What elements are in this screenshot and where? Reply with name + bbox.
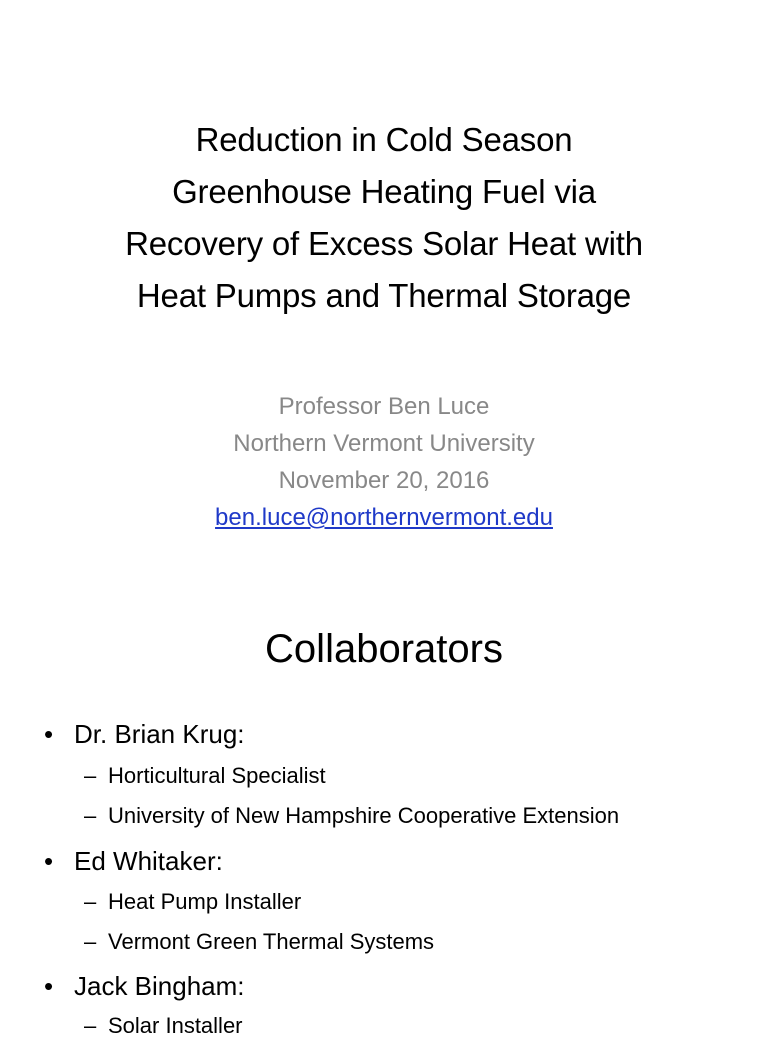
list-subitem	[84, 888, 301, 916]
presentation-date: November 20, 2016	[278, 467, 490, 494]
collaborator-detail: Vermont Green Thermal Systems	[108, 929, 435, 954]
collaborator-detail: Heat Pump Installer	[108, 889, 302, 914]
collaborator-detail: Solar Installer	[108, 1013, 243, 1038]
dash-icon: –	[84, 929, 97, 954]
dash-icon: –	[84, 763, 97, 788]
dash-icon: –	[84, 889, 97, 914]
slide-title-heading	[40, 114, 728, 322]
presenter-name: Professor Ben Luce	[278, 393, 490, 420]
collaborator-list	[0, 580, 768, 1038]
list-subitem	[84, 928, 434, 956]
collaborator-detail: Horticultural Specialist	[108, 763, 326, 788]
bullet-icon: •	[44, 846, 54, 876]
slide-collaborators	[0, 580, 768, 1038]
title-line-4: Heat Pumps and Thermal Storage	[136, 277, 632, 314]
list-item	[44, 844, 223, 878]
title-line-2: Greenhouse Heating Fuel via	[172, 173, 596, 210]
collaborator-name: Dr. Brian Krug:	[74, 719, 245, 749]
presenter-info	[40, 388, 728, 536]
list-subitem	[84, 1012, 243, 1040]
list-item	[44, 717, 245, 751]
title-line-1: Reduction in Cold Season	[195, 121, 573, 158]
collaborator-name: Jack Bingham:	[74, 971, 245, 1001]
collaborator-name: Ed Whitaker:	[74, 846, 223, 876]
collaborators-heading: Collaborators	[265, 627, 503, 671]
list-subitem	[84, 762, 326, 790]
dash-icon: –	[84, 1013, 97, 1038]
institution-name: Northern Vermont University	[233, 430, 535, 457]
list-item	[44, 969, 245, 1003]
dash-icon: –	[84, 803, 97, 828]
title-line-3: Recovery of Excess Solar Heat with	[125, 225, 643, 262]
bullet-icon: •	[44, 719, 54, 749]
bullet-icon: •	[44, 971, 54, 1001]
email-link[interactable]: ben.luce@northernvermont.edu	[215, 504, 553, 531]
collaborator-detail: University of New Hampshire Cooperative Extension	[108, 803, 620, 828]
list-subitem	[84, 802, 619, 830]
